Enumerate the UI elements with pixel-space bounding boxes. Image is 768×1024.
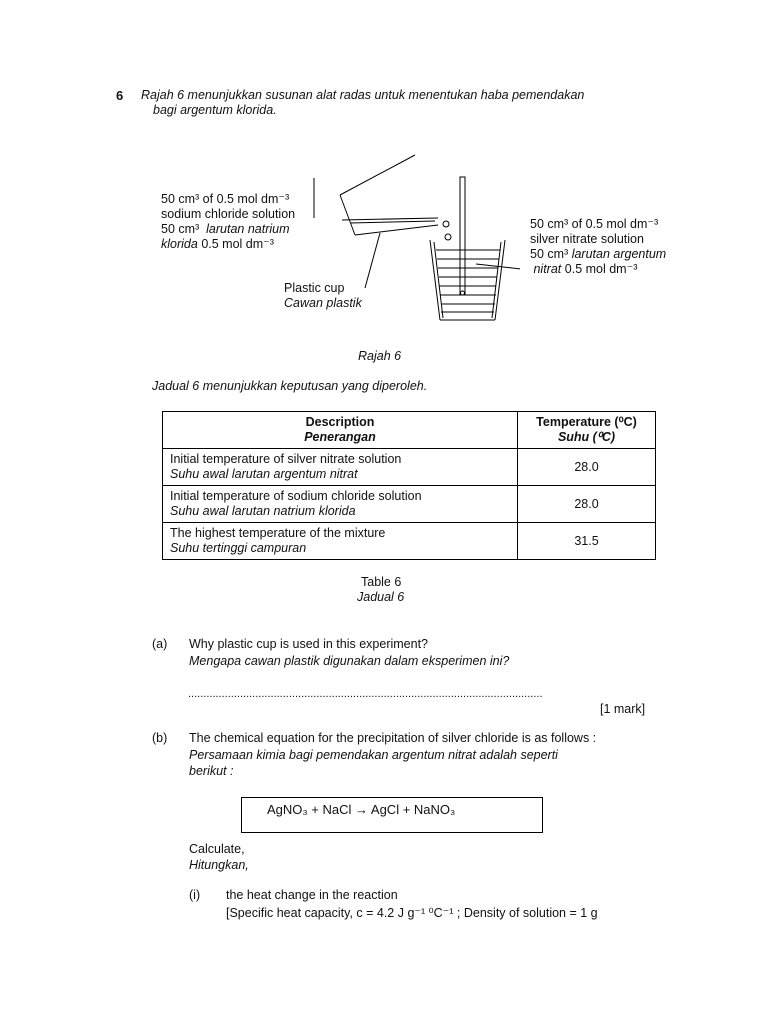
drop xyxy=(445,234,451,240)
silver-nitrate-label: 50 cm³ of 0.5 mol dm⁻³ silver nitrate solution 50 cm³ larutan argentum nitrat 0.5 mol dm⁻³ xyxy=(530,217,667,276)
row-description: The highest temperature of the mixture Suhu tertinggi campuran xyxy=(163,523,518,560)
figure-caption: Rajah 6 xyxy=(358,349,402,363)
calculate-en: Calculate, xyxy=(189,842,245,856)
part-b-label: (b) xyxy=(152,731,168,745)
row-description: Initial temperature of sodium chloride solution Suhu awal larutan natrium klorida xyxy=(163,486,518,523)
plastic-cup-label: Plastic cup Cawan plastik xyxy=(284,281,362,310)
chemical-equation: AgNO₃ + NaCl → AgCl + NaNO₃ xyxy=(267,802,456,817)
table-row xyxy=(163,449,656,486)
header-temperature: Temperature (⁰C) Suhu (⁰C) xyxy=(518,412,656,449)
label-pointers xyxy=(314,178,520,288)
table-row xyxy=(163,523,656,560)
sub-i-data: [Specific heat capacity, c = 4.2 J g⁻¹ ⁰C⁻¹ ; Density of solution = 1 g xyxy=(226,906,598,920)
table-row xyxy=(163,486,656,523)
sub-i-text: the heat change in the reaction xyxy=(226,888,398,902)
table-intro: Jadual 6 menunjukkan keputusan yang diperoleh. xyxy=(152,379,428,393)
part-b-question-ms-1: Persamaan kimia bagi pemendakan argentum nitrat adalah seperti xyxy=(189,748,558,762)
plastic-cup xyxy=(430,240,505,320)
question-intro-line2: bagi argentum klorida. xyxy=(153,103,277,117)
header-description: Description Penerangan xyxy=(163,412,518,449)
table-header-row xyxy=(163,412,656,449)
part-a-question-en: Why plastic cup is used in this experiment? xyxy=(189,637,428,651)
sub-i-label: (i) xyxy=(189,888,201,902)
question-intro xyxy=(141,88,661,118)
question-number: 6 xyxy=(116,88,124,103)
table-caption-en: Table 6 xyxy=(361,575,402,589)
part-b-question-ms-2: berikut : xyxy=(189,764,234,778)
part-a-marks: [1 mark] xyxy=(600,702,646,716)
row-description: Initial temperature of silver nitrate solution Suhu awal larutan argentum nitrat xyxy=(163,449,518,486)
row-value: 28.0 xyxy=(518,449,656,486)
part-a-answer-line[interactable]: .................................................................................................................... xyxy=(188,688,543,700)
sodium-chloride-label: 50 cm³ of 0.5 mol dm⁻³ sodium chloride solution 50 cm³ larutan natrium klorida 0.5 mol dm⁻³ xyxy=(161,192,296,251)
part-b-question-en: The chemical equation for the precipitation of silver chloride is as follows : xyxy=(189,731,597,745)
question-intro-line1: Rajah 6 menunjukkan susunan alat radas untuk menentukan haba pemendakan xyxy=(141,88,585,102)
pouring-beaker xyxy=(340,155,438,235)
calculate-ms: Hitungkan, xyxy=(189,858,249,872)
part-a-label: (a) xyxy=(152,637,168,651)
results-table xyxy=(162,411,656,560)
table-caption-ms: Jadual 6 xyxy=(357,590,405,604)
drop xyxy=(443,221,449,227)
row-value: 28.0 xyxy=(518,486,656,523)
chemical-equation-box xyxy=(241,797,543,833)
row-value: 31.5 xyxy=(518,523,656,560)
part-a-question-ms: Mengapa cawan plastik digunakan dalam eksperimen ini? xyxy=(189,654,510,668)
